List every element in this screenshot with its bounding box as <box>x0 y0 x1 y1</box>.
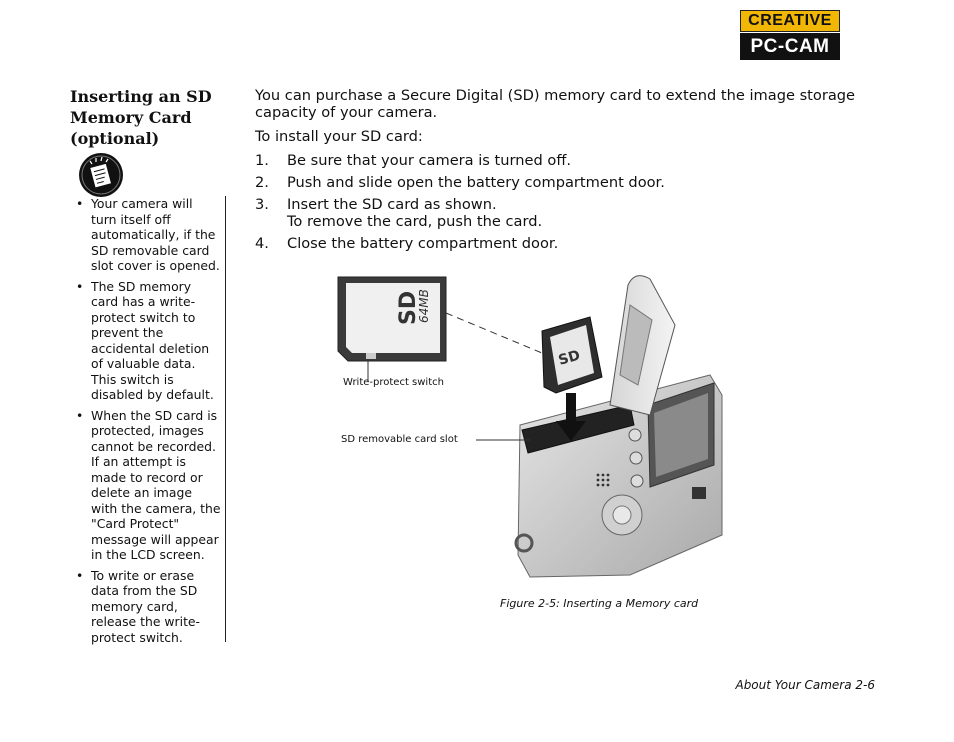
tip-note-icon <box>78 152 124 198</box>
note-item: • Your camera will turn itself off automatically, if the SD removable card slot cover is opened. <box>68 196 221 274</box>
sidebar-notes <box>68 196 226 645</box>
step-text: Push and slide open the battery compartment door. <box>287 174 665 191</box>
notes-list <box>68 196 221 645</box>
instructions-lead: To install your SD card: <box>255 128 423 145</box>
step-number: 2. <box>255 174 269 191</box>
note-item: • When the SD card is protected, images cannot be recorded. If an attempt is made to record or delete an image with the camera, the "Card Protect" message will appear in the LCD screen. <box>68 408 221 563</box>
memory-card-figure <box>330 265 750 585</box>
step-subtext: To remove the card, push the card. <box>287 213 543 230</box>
sd-card-large <box>338 277 446 382</box>
step-item <box>255 196 885 230</box>
step-item <box>255 152 885 169</box>
step-number: 4. <box>255 235 269 252</box>
guide-line <box>446 313 542 353</box>
write-protect-callout: Write-protect switch <box>343 377 444 388</box>
note-item: • The SD memory card has a write-protect switch to prevent the accidental deletion of valuable data. This switch is disabled by default. <box>68 279 221 403</box>
step-number: 3. <box>255 196 269 213</box>
sd-card-inserting <box>542 317 602 393</box>
logo-product: PC-CAM <box>740 33 840 60</box>
intro-paragraph: You can purchase a Secure Digital (SD) memory card to extend the image storage capacity of your camera. <box>255 87 856 121</box>
main-content <box>255 87 885 257</box>
note-item: • To write or erase data from the SD memory card, release the write-protect switch. <box>68 568 221 646</box>
card-capacity-text: 64MB <box>417 289 431 323</box>
logo-brand: CREATIVE <box>740 10 840 32</box>
card-logo-text: SD <box>396 290 421 325</box>
svg-text:SD: SD <box>556 347 582 369</box>
creative-pc-cam-logo <box>740 10 840 60</box>
step-text: Be sure that your camera is turned off. <box>287 152 572 169</box>
card-slot-callout: SD removable card slot <box>341 434 458 445</box>
camera-illustration <box>330 265 750 585</box>
step-number: 1. <box>255 152 269 169</box>
section-title: Inserting an SD Memory Card (optional) <box>70 87 212 148</box>
page-footer: About Your Camera 2-6 <box>735 678 875 692</box>
step-item <box>255 235 885 252</box>
figure-caption: Figure 2-5: Inserting a Memory card <box>500 597 699 610</box>
step-text: Insert the SD card as shown. <box>287 196 497 213</box>
steps-list <box>255 152 885 252</box>
step-item <box>255 174 885 191</box>
step-text: Close the battery compartment door. <box>287 235 559 252</box>
